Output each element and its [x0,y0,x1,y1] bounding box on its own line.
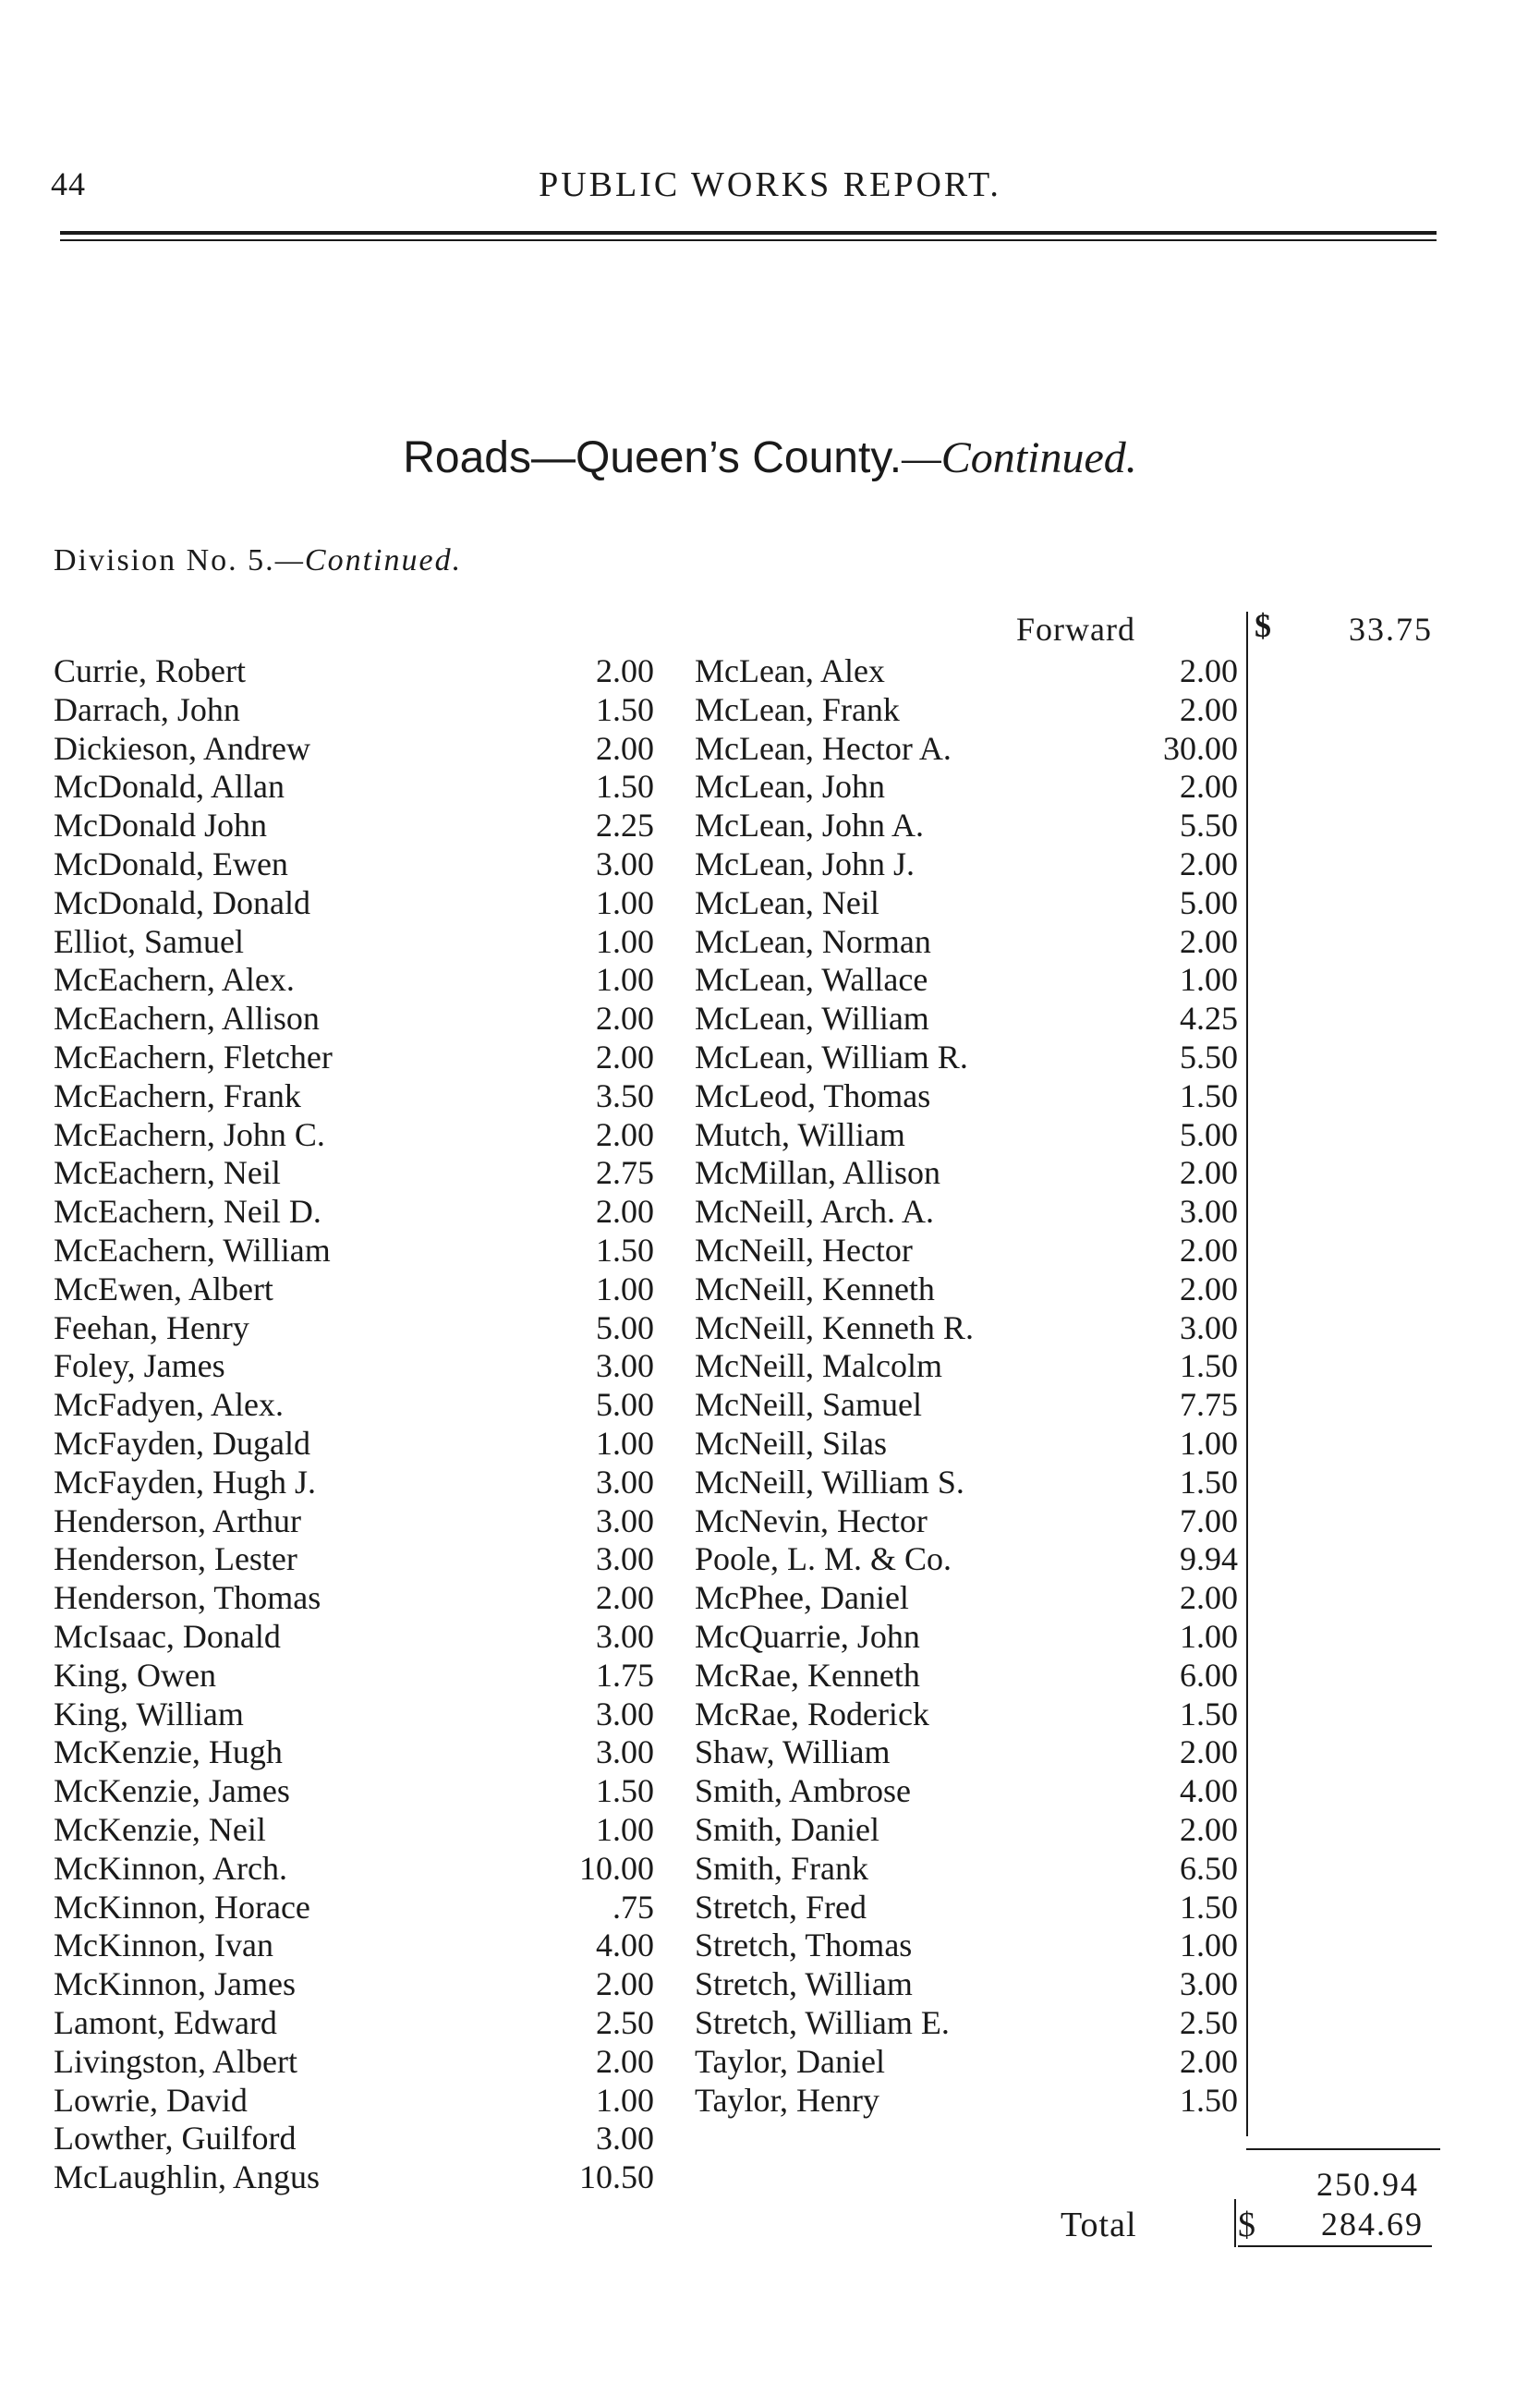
entry-amount: 7.75 [1180,1386,1238,1423]
entry-amount: 1.50 [596,1772,654,1809]
entry-name: McKenzie, Neil [54,1811,266,1848]
entry-amount: 1.00 [1180,1425,1238,1462]
entry-amount: 10.00 [579,1850,654,1887]
entry-amount: 5.50 [1180,807,1238,844]
entry-amount: 1.50 [1180,1077,1238,1114]
entry-name: Stretch, William E. [695,2004,950,2041]
entry-amount: 3.00 [1180,1193,1238,1230]
entry-amount: 3.00 [1180,1965,1238,2002]
total-underline [1238,2245,1432,2247]
entry-name: McNeill, William S. [695,1464,964,1501]
entry-name: Lowrie, David [54,2082,248,2119]
entry-name: McFadyen, Alex. [54,1386,284,1423]
entry-name: Feehan, Henry [54,1309,249,1346]
entry-name: McEachern, John C. [54,1116,325,1153]
entry-name: McNeill, Hector [695,1232,913,1269]
entry-amount: 1.50 [596,1232,654,1269]
entry-name: Shaw, William [695,1733,891,1770]
entry-amount: 2.00 [1180,768,1238,805]
entry-amount: 3.00 [596,1347,654,1384]
entry-name: McPhee, Daniel [695,1579,909,1616]
entry-name: McLean, John A. [695,807,924,844]
entry-amount: 1.00 [596,1811,654,1848]
amount-column-rule [1246,612,1248,2136]
entry-name: Lamont, Edward [54,2004,277,2041]
entry-name: Smith, Ambrose [695,1772,912,1809]
entry-name: Lowther, Guilford [54,2120,297,2157]
entry-amount: 7.00 [1180,1502,1238,1539]
entry-name: McLean, Hector A. [695,730,952,767]
entry-amount: 3.00 [596,1618,654,1655]
entry-name: Henderson, Lester [54,1540,297,1577]
entry-amount: 2.50 [596,2004,654,2041]
subtotal-rule [1246,2148,1440,2150]
entry-name: McEachern, Neil D. [54,1193,321,1230]
entry-name: McKinnon, Horace [54,1889,310,1926]
entry-name: McEachern, Alex. [54,961,295,998]
entry-name: Smith, Daniel [695,1811,879,1848]
section-title-main: Roads—Queen’s County. [403,433,903,482]
entry-name: McFayden, Dugald [54,1425,310,1462]
entry-amount: 3.00 [596,845,654,882]
entry-amount: 1.00 [1180,1618,1238,1655]
entry-name: Dickieson, Andrew [54,730,310,767]
entry-name: Stretch, Fred [695,1889,867,1926]
entry-amount: 1.75 [596,1657,654,1694]
entry-amount: 30.00 [1163,730,1238,767]
total-value: 284.69 [1321,2206,1424,2243]
entry-amount: 2.00 [1180,1270,1238,1307]
entry-name: McEachern, William [54,1232,331,1269]
entry-amount: 1.50 [1180,1696,1238,1732]
entry-name: Henderson, Arthur [54,1502,301,1539]
entry-name: McEachern, Fletcher [54,1039,333,1076]
entry-amount: 2.00 [596,1193,654,1230]
entry-name: McDonald, Ewen [54,845,288,882]
entry-amount: 1.00 [596,923,654,960]
entry-amount: 1.00 [596,961,654,998]
entry-name: McNeill, Arch. A. [695,1193,934,1230]
entry-amount: 3.00 [596,1502,654,1539]
header-rule [60,231,1437,235]
entry-amount: 2.00 [596,2043,654,2080]
entry-amount: 1.00 [596,1425,654,1462]
entry-amount: 2.00 [596,730,654,767]
entry-amount: 2.00 [596,652,654,689]
entry-amount: 6.00 [1180,1657,1238,1694]
total-column-rule [1234,2199,1236,2247]
entry-amount: 2.00 [1180,845,1238,882]
entry-amount: 3.00 [596,1540,654,1577]
entry-name: King, William [54,1696,244,1732]
entry-amount: .75 [612,1889,654,1926]
entry-amount: 4.25 [1180,1000,1238,1037]
entry-amount: 2.00 [1180,1811,1238,1848]
section-title-continued: —Continued. [902,433,1137,482]
entry-name: McEachern, Frank [54,1077,301,1114]
entry-name: McDonald, Allan [54,768,285,805]
entry-amount: 2.00 [596,1579,654,1616]
entry-name: McLean, William [695,1000,929,1037]
entry-amount: 2.00 [1180,691,1238,728]
entry-name: Stretch, Thomas [695,1927,913,1963]
entry-amount: 2.00 [1180,1232,1238,1269]
entry-name: Taylor, Henry [695,2082,879,2119]
entry-amount: 2.00 [1180,2043,1238,2080]
entry-amount: 1.50 [1180,1889,1238,1926]
total-label: Total [1061,2206,1137,2244]
entry-name: McNeill, Silas [695,1425,887,1462]
entry-amount: 1.50 [596,768,654,805]
total-dollar-sign: $ [1238,2206,1255,2244]
entry-name: McRae, Roderick [695,1696,929,1732]
entry-name: McLaughlin, Angus [54,2158,320,2195]
entry-amount: 1.50 [1180,1464,1238,1501]
entry-amount: 4.00 [596,1927,654,1963]
entry-amount: 2.00 [1180,1579,1238,1616]
entry-amount: 3.50 [596,1077,654,1114]
section-title [0,432,1540,483]
entry-amount: 1.00 [596,884,654,921]
entry-amount: 2.00 [596,1965,654,2002]
division-continued: —Continued. [274,543,463,577]
entry-name: McLean, Alex [695,652,885,689]
entry-name: McLean, Frank [695,691,900,728]
entry-amount: 1.50 [1180,1347,1238,1384]
entry-name: McEwen, Albert [54,1270,273,1307]
entry-amount: 3.00 [1180,1309,1238,1346]
entry-amount: 1.50 [596,691,654,728]
running-head: PUBLIC WORKS REPORT. [539,165,1001,204]
entry-name: McNeill, Samuel [695,1386,922,1423]
entry-amount: 1.00 [1180,1927,1238,1963]
entry-amount: 2.00 [1180,1733,1238,1770]
forward-dollar-sign: $ [1255,607,1271,644]
entry-amount: 5.50 [1180,1039,1238,1076]
entry-name: McDonald John [54,807,267,844]
entry-name: McNeill, Kenneth R. [695,1309,974,1346]
entry-amount: 2.00 [596,1116,654,1153]
entry-name: McKinnon, Arch. [54,1850,287,1887]
entry-name: Taylor, Daniel [695,2043,885,2080]
entry-name: Mutch, William [695,1116,905,1153]
entry-name: McLean, Wallace [695,961,928,998]
entry-amount: 1.00 [1180,961,1238,998]
entry-amount: 5.00 [1180,1116,1238,1153]
entry-name: McKenzie, Hugh [54,1733,283,1770]
entry-name: McLean, Norman [695,923,931,960]
entry-name: McIsaac, Donald [54,1618,281,1655]
entry-amount: 5.00 [1180,884,1238,921]
entry-amount: 2.00 [596,1039,654,1076]
entry-amount: 10.50 [579,2158,654,2195]
page-number: 44 [51,165,86,202]
column-subtotal: 250.94 [1316,2166,1419,2203]
entry-name: McKinnon, Ivan [54,1927,273,1963]
entry-name: Foley, James [54,1347,225,1384]
entry-name: Darrach, John [54,691,240,728]
entry-name: McQuarrie, John [695,1618,920,1655]
entry-name: McFayden, Hugh J. [54,1464,316,1501]
division-label: Division No. 5. [54,543,275,577]
entry-name: McNeill, Kenneth [695,1270,935,1307]
entry-amount: 3.00 [596,1696,654,1732]
entry-name: McEachern, Neil [54,1154,281,1191]
entry-name: McLean, William R. [695,1039,968,1076]
entry-name: McMillan, Allison [695,1154,941,1191]
entry-amount: 3.00 [596,1464,654,1501]
entry-name: McKenzie, James [54,1772,290,1809]
entry-name: Smith, Frank [695,1850,869,1887]
header-rule-thin [60,239,1437,241]
entry-name: McLean, John [695,768,885,805]
entry-amount: 2.00 [1180,652,1238,689]
entry-name: McLean, Neil [695,884,879,921]
entry-name: McRae, Kenneth [695,1657,920,1694]
entry-name: McEachern, Allison [54,1000,320,1037]
entry-amount: 2.50 [1180,2004,1238,2041]
entry-name: McDonald, Donald [54,884,310,921]
entry-amount: 4.00 [1180,1772,1238,1809]
entry-amount: 5.00 [596,1386,654,1423]
entry-name: McKinnon, James [54,1965,296,2002]
entry-amount: 9.94 [1180,1540,1238,1577]
entry-name: Elliot, Samuel [54,923,244,960]
entry-amount: 2.25 [596,807,654,844]
entry-amount: 6.50 [1180,1850,1238,1887]
entry-name: Stretch, William [695,1965,913,2002]
entry-name: King, Owen [54,1657,216,1694]
entry-name: McNeill, Malcolm [695,1347,942,1384]
entry-amount: 2.00 [1180,1154,1238,1191]
entry-amount: 2.75 [596,1154,654,1191]
entry-amount: 2.00 [596,1000,654,1037]
entry-name: Currie, Robert [54,652,246,689]
entry-name: McNevin, Hector [695,1502,928,1539]
entry-amount: 2.00 [1180,923,1238,960]
entry-amount: 3.00 [596,2120,654,2157]
entry-name: Henderson, Thomas [54,1579,321,1616]
entry-name: McLean, John J. [695,845,915,882]
entry-name: McLeod, Thomas [695,1077,931,1114]
entry-name: Poole, L. M. & Co. [695,1540,952,1577]
entry-amount: 1.00 [596,1270,654,1307]
forward-value: 33.75 [1349,611,1433,648]
entry-amount: 1.00 [596,2082,654,2119]
entry-name: Livingston, Albert [54,2043,297,2080]
forward-label: Forward [1016,611,1135,648]
entry-amount: 3.00 [596,1733,654,1770]
division-heading [54,543,462,578]
entry-amount: 5.00 [596,1309,654,1346]
entry-amount: 1.50 [1180,2082,1238,2119]
